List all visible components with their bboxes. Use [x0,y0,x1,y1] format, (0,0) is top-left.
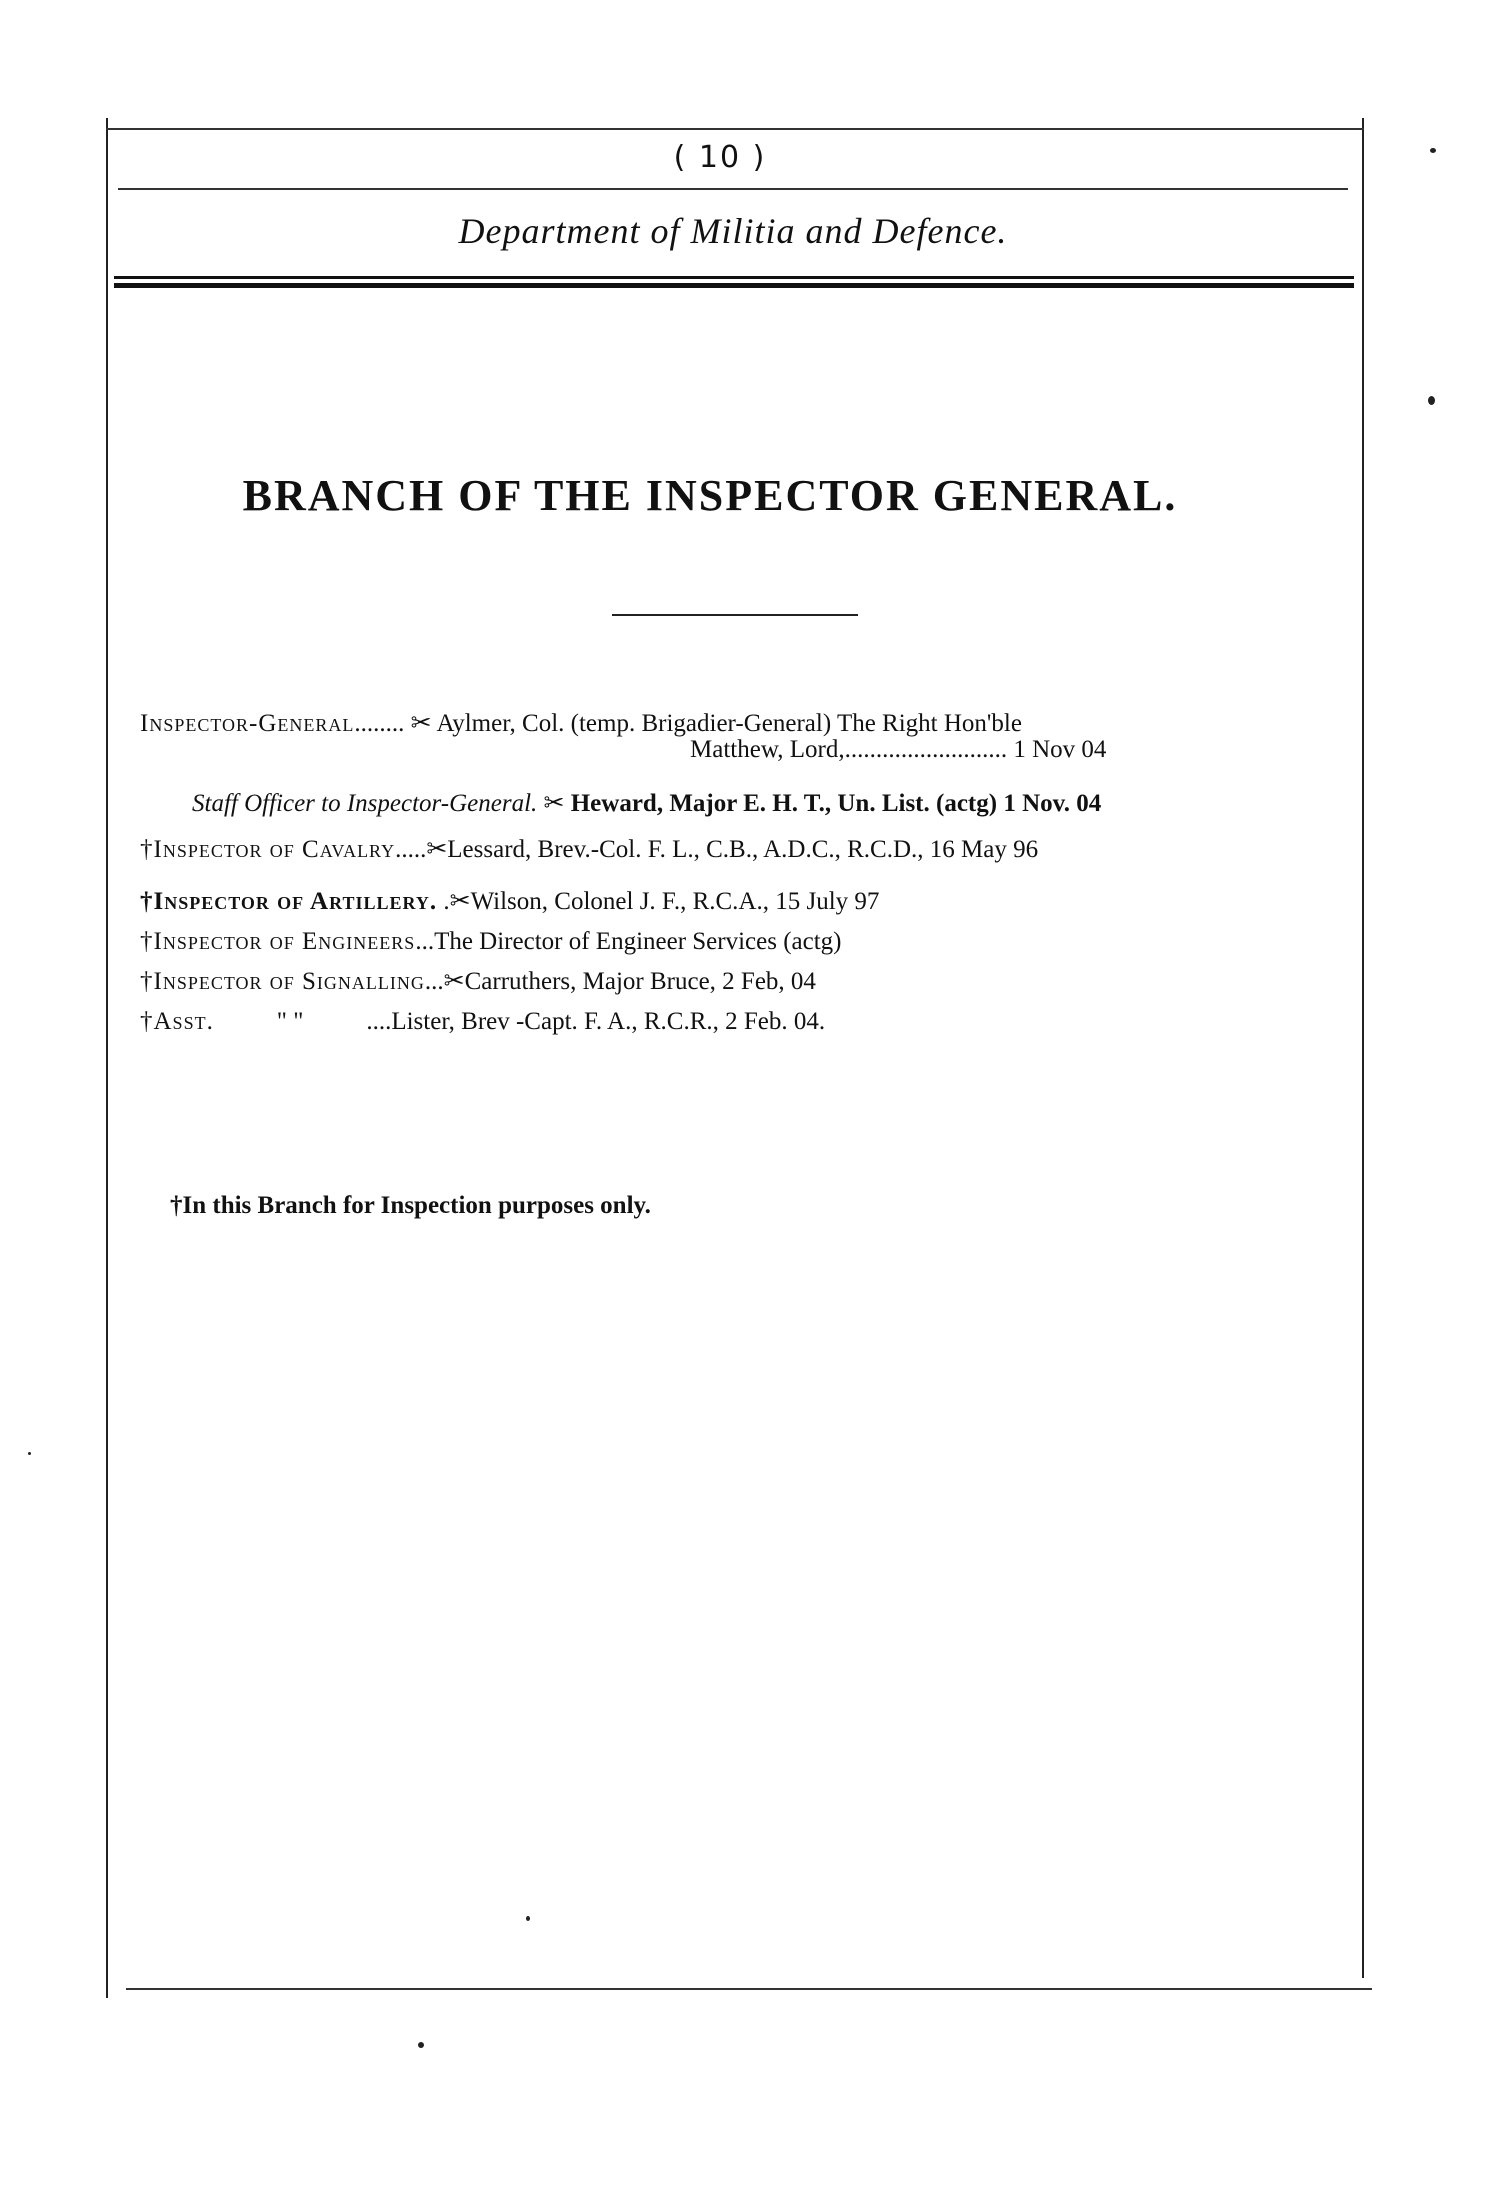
scissors-icon: ✂ [449,888,471,915]
scan-speck [1430,148,1436,153]
scan-speck [28,1452,31,1455]
double-rule-top [114,276,1354,279]
entry-assistant-inspector-signalling [140,1008,825,1036]
entry-text: Aylmer, Col. (temp. Brigadier-General) The Right Hon'ble [436,710,1022,737]
page-frame-bottom [126,1988,1372,1990]
page-frame-left [106,118,108,1998]
scissors-icon: ✂ [410,710,432,737]
header-rule [118,188,1348,190]
scan-speck [526,1916,530,1921]
footnote: †In this Branch for Inspection purposes only. [170,1192,651,1219]
entry-label: Staff Officer to Inspector-General. [192,790,538,817]
entry-label: †Inspector of Engineers [140,928,416,955]
page-frame-top [106,128,1364,130]
entry-leader: ..... [395,836,427,863]
entry-inspector-cavalry [140,836,1038,864]
entry-inspector-artillery [140,888,879,916]
entry-text: Wilson, Colonel J. F., R.C.A., 15 July 97 [470,888,880,915]
department-title: Department of Militia and Defence. [458,211,1008,251]
entry-leader: ... [424,968,444,995]
entry-leader: ... [415,928,435,955]
entry-leader: . [437,888,450,915]
scissors-icon: ✂ [543,790,565,817]
entry-inspector-general-continued [690,736,1106,764]
entry-text: Carruthers, Major Bruce, 2 Feb, 04 [464,968,816,995]
entry-label: †Inspector of Artillery. [140,888,438,915]
entry-label: Inspector-General [140,710,355,737]
page-frame-right [1362,118,1364,1978]
branch-title: BRANCH OF THE INSPECTOR GENERAL. [242,471,1178,520]
entry-text: Heward, Major E. H. T., Un. List. (actg) 1 Nov. 04 [570,790,1102,817]
entry-inspector-signalling [140,968,816,996]
scan-speck [418,2042,424,2048]
entry-label: †Inspector of Signalling [140,968,425,995]
scan-speck [1428,396,1435,405]
entry-label: †Inspector of Cavalry [140,836,396,863]
entry-label: †Asst. [140,1008,214,1035]
entry-leader: .... [366,1008,392,1035]
scissors-icon: ✂ [443,968,465,995]
entry-inspector-engineers [140,928,842,956]
entry-leader: ........ [354,710,405,737]
entry-staff-officer [192,790,1101,818]
page-number: ( 10 ) [673,140,767,175]
double-rule-bottom [114,283,1354,288]
scissors-icon: ✂ [426,836,448,863]
entry-text: The Director of Engineer Services (actg) [434,928,842,955]
entry-inspector-general [140,710,1022,738]
entry-text-continued: Matthew, Lord,.......................... 1 Nov 04 [690,736,1107,763]
entry-text: Lister, Brev -Capt. F. A., R.C.R., 2 Feb. 04. [391,1008,826,1035]
entry-text: Lessard, Brev.-Col. F. L., C.B., A.D.C., R.C.D., 16 May 96 [447,836,1039,863]
ditto-marks: " " [276,1008,304,1035]
title-underline [612,614,858,616]
